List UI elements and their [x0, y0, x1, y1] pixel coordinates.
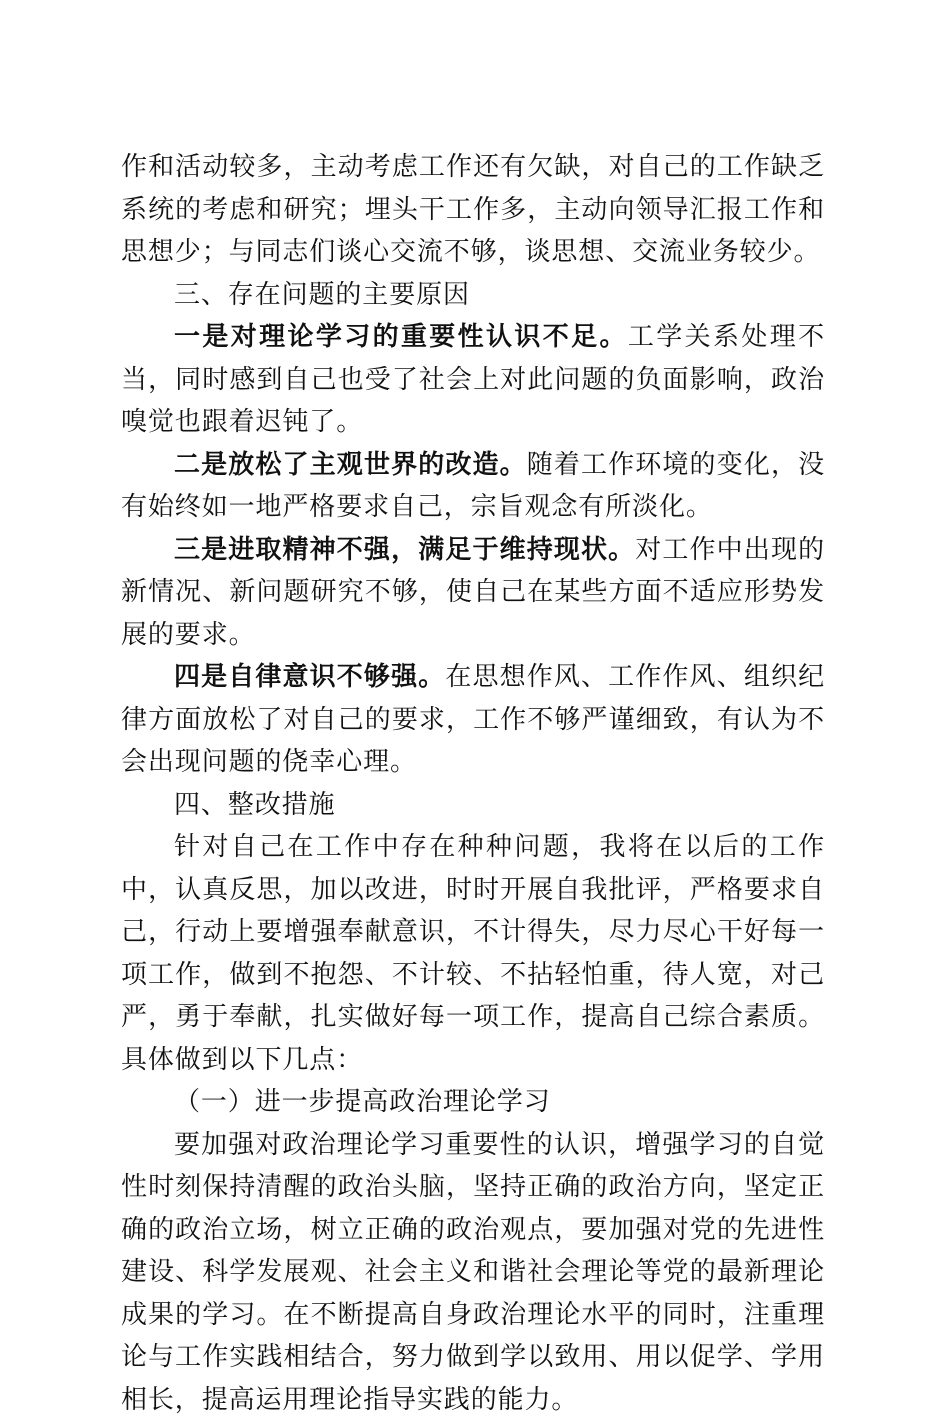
- reason-lead-4: 四是自律意识不够强。: [174, 662, 445, 692]
- measure-heading-1: （一）进一步提高政治理论学习: [121, 1081, 825, 1124]
- reason-lead-3: 三是进取精神不强，满足于维持现状。: [174, 535, 635, 565]
- reason-body-4: 在思想作风、工作作风、组织纪律方面放松了对自己的要求，工作不够严谨细致，有认为不会出现问题的侥幸心理。: [121, 662, 825, 777]
- reason-body-1: 工学关系处理不当，同时感到自己也受了社会上对此问题的负面影响，政治嗅觉也跟着迟钝了。: [121, 322, 825, 437]
- measure-body-1: 要加强对政治理论学习重要性的认识，增强学习的自觉性时刻保持清醒的政治头脑，坚持正确的政治方向，坚定正确的政治立场，树立正确的政治观点，要加强对党的先进性建设、科学发展观、社会主义和谐社会理论等党的最新理论成果的学习。在不断提高自身政治理论水平的同时，注重理论与工作实践相结合，努力做到学以致用、用以促学、学用相长，提高运用理论指导实践的能力。: [121, 1124, 825, 1421]
- reason-lead-1: 一是对理论学习的重要性认识不足。: [174, 322, 628, 352]
- measures-intro-paragraph: 针对自己在工作中存在种种问题，我将在以后的工作中，认真反思，加以改进，时时开展自我批评，严格要求自己，行动上要增强奉献意识，不计得失，尽力尽心干好每一项工作，做到不抱怨、不计较、不拈轻怕重，待人宽，对己严，勇于奉献，扎实做好每一项工作，提高自己综合素质。具体做到以下几点：: [121, 826, 825, 1081]
- reason-paragraph-1: [121, 316, 825, 444]
- reason-paragraph-4: [121, 656, 825, 784]
- reason-lead-2: 二是放松了主观世界的改造。: [174, 450, 527, 480]
- section-heading-measures: 四、整改措施: [121, 784, 825, 827]
- reason-paragraph-2: [121, 444, 825, 529]
- reason-body-2: 随着工作环境的变化，没有始终如一地严格要求自己，宗旨观念有所淡化。: [121, 450, 825, 523]
- continuation-paragraph: 作和活动较多，主动考虑工作还有欠缺，对自己的工作缺乏系统的考虑和研究；埋头干工作多，主动向领导汇报工作和思想少；与同志们谈心交流不够，谈思想、交流业务较少。: [121, 146, 825, 274]
- reason-paragraph-3: [121, 529, 825, 657]
- document-page: [121, 146, 825, 1421]
- reason-body-3: 对工作中出现的新情况、新问题研究不够，使自己在某些方面不适应形势发展的要求。: [121, 535, 825, 650]
- section-heading-causes: 三、存在问题的主要原因: [121, 274, 825, 317]
